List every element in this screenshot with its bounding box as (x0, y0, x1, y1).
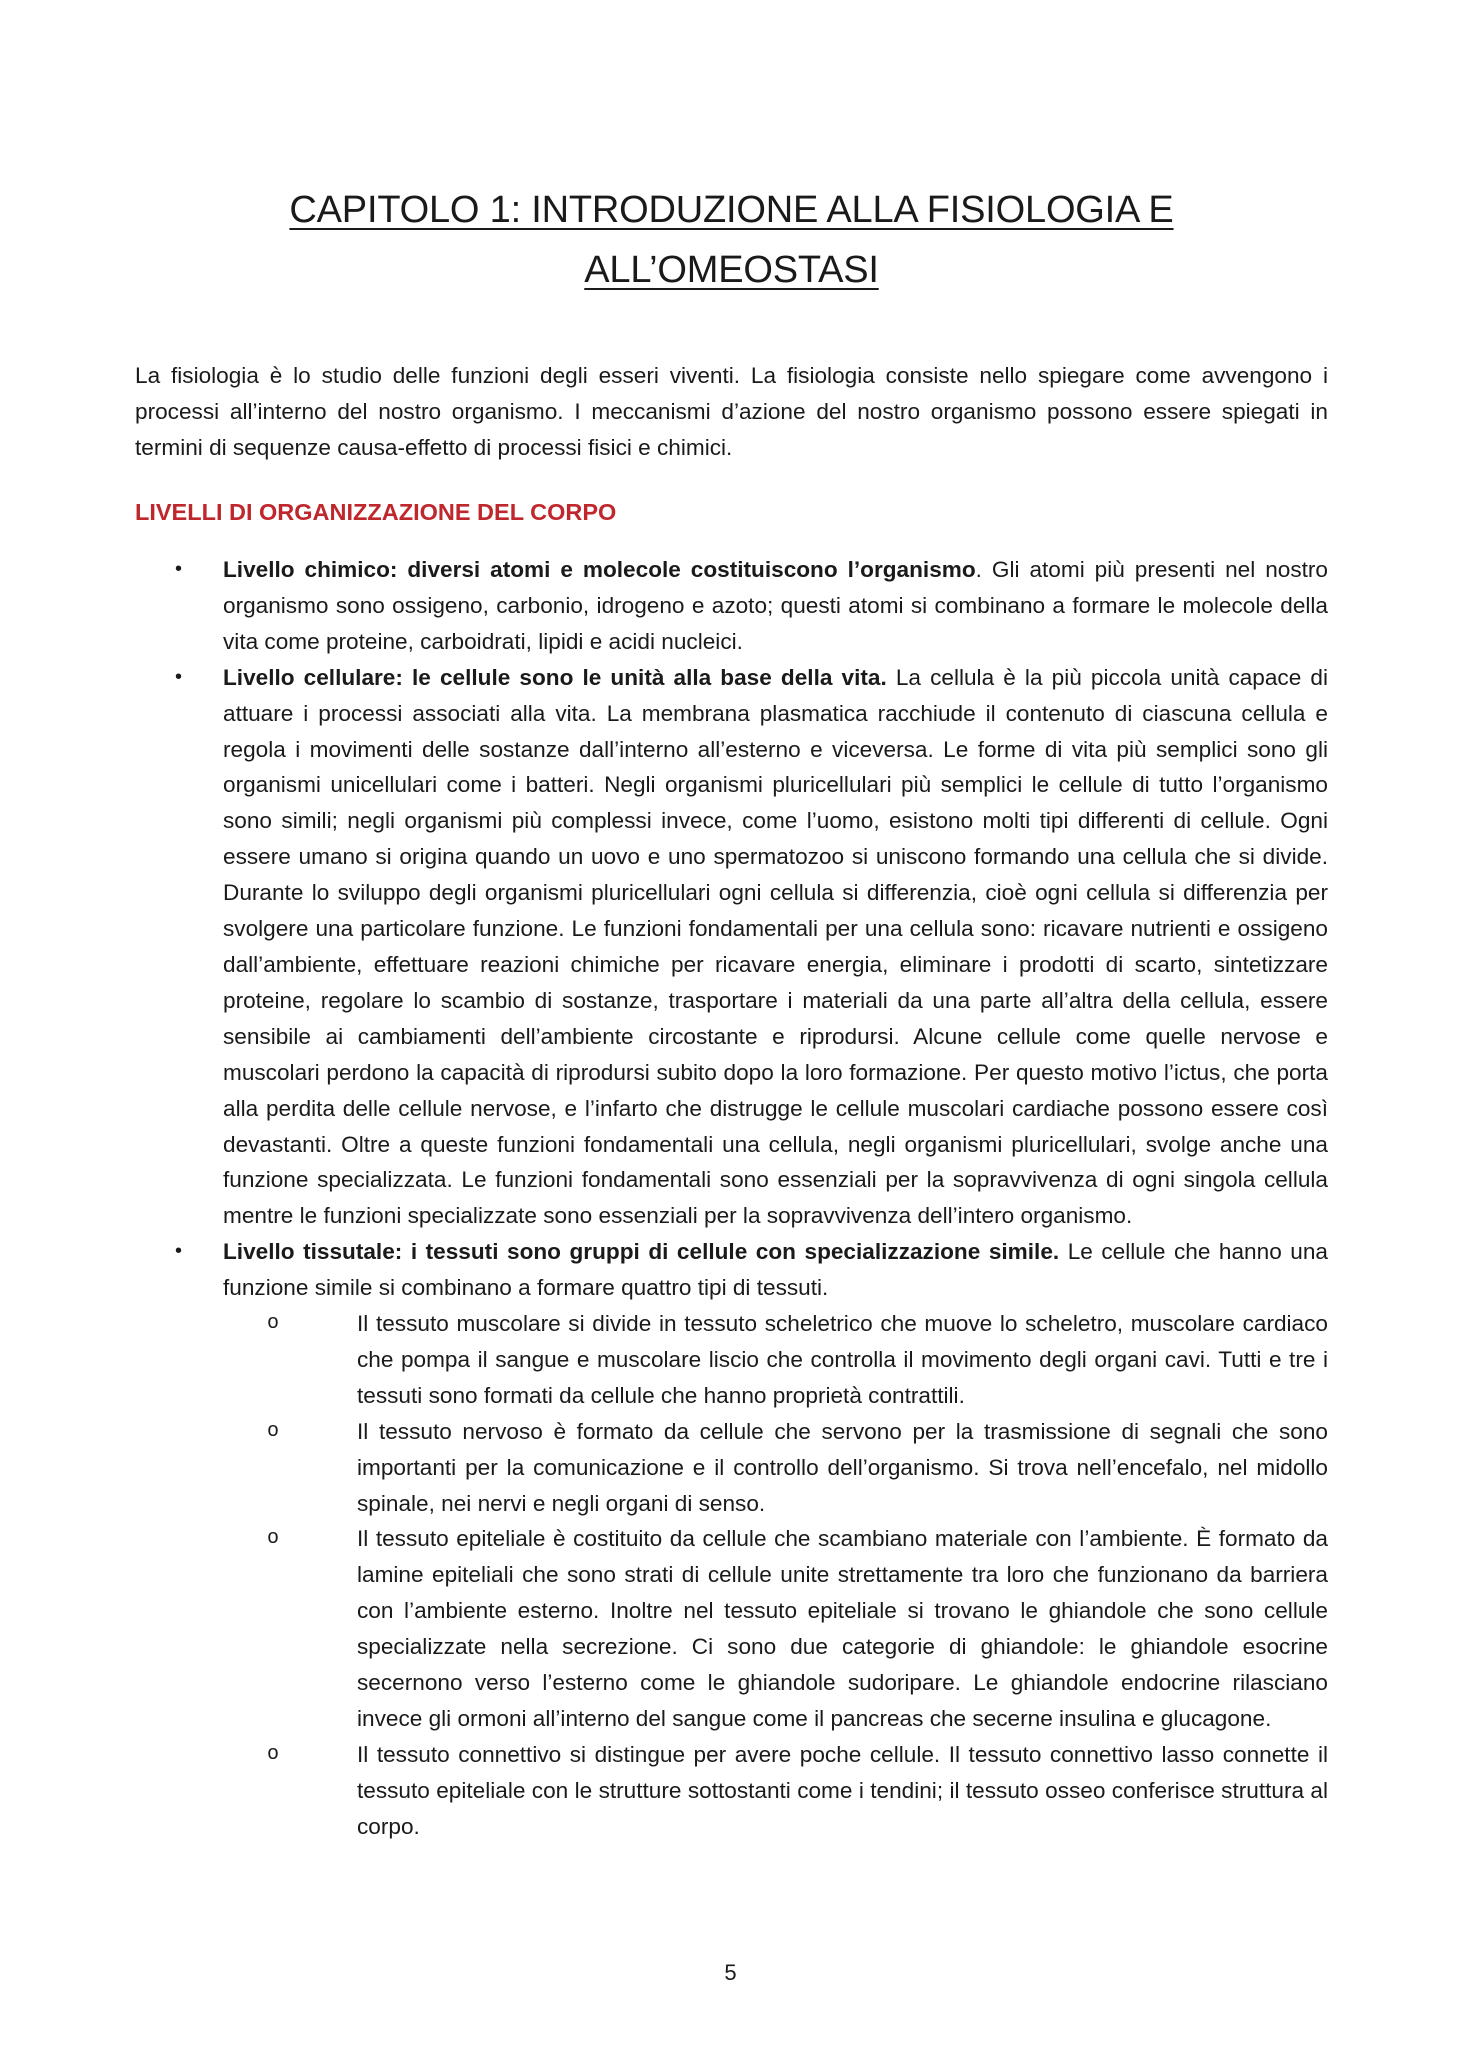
list-item-tissue-level (135, 1234, 1328, 1844)
list-item-lead: Livello tissutale: i tessuti sono gruppi di cellule con specializzazione simile. (223, 1239, 1060, 1265)
list-item-lead: Livello cellulare: le cellule sono le unità alla base della vita. (223, 664, 887, 690)
sub-item-connective-tissue (135, 1737, 1328, 1845)
sub-item-text: Il tessuto nervoso è formato da cellule che servono per la trasmissione di segnali che sono importanti per la comunicazione e il controllo dell’organismo. Si trova nell’encefalo, nel midollo spinale, nei nervi e negli organi di senso. (357, 1418, 1328, 1516)
list-item-chemical-level (135, 552, 1328, 660)
list-item-text: Le cellule che hanno una funzione simile si combinano a formare quattro tipi di tessuti. (223, 1239, 1328, 1301)
sub-item-text: Il tessuto muscolare si divide in tessuto scheletrico che muove lo scheletro, muscolare cardiaco che pompa il sangue e muscolare liscio che controlla il movimento degli organi cavi. Tutti e tre i tessuti sono formati da cellule che hanno proprietà contrattili. (357, 1311, 1328, 1408)
circle-bullet-icon: o (267, 1527, 280, 1551)
circle-bullet-icon: o (267, 1742, 280, 1766)
sub-item-text: Il tessuto epiteliale è costituito da cellule che scambiano materiale con l’ambiente. È formato da lamine epiteliali che sono strati di cellule unite strettamente tra loro che funzionano da barriera con l’ambiente esterno. Inoltre nel tessuto epiteliale si trovano le ghiandole che sono cellule specializzate nella secrezione. Ci sono due categorie di ghiandole: le ghiandole esocrine secernono verso l’esterno come le ghiandole sudoripare. Le ghiandole endocrine rilasciano invece gli ormoni all’interno del sangue come il pancreas che secerne insulina e glucagone. (357, 1526, 1328, 1731)
sub-item-epithelial-tissue (135, 1521, 1328, 1736)
bullet-icon: • (175, 665, 183, 688)
sub-item-nervous-tissue (135, 1414, 1328, 1522)
bullet-icon: • (175, 1240, 183, 1263)
intro-paragraph: La fisiologia è lo studio delle funzioni degli esseri viventi. La fisiologia consiste nello spiegare come avvengono i processi all’interno del nostro organismo. I meccanismi d’azione del nostro organismo possono essere spiegati in termini di sequenze causa-effetto di processi fisici e chimici. (135, 363, 1328, 460)
levels-list (135, 552, 1328, 1845)
page-number: 5 (724, 1960, 737, 1985)
list-item-lead: Livello chimico: diversi atomi e molecole costituiscono l’organismo (223, 557, 976, 582)
sub-item-text: Il tessuto connettivo si distingue per avere poche cellule. Il tessuto connettivo lasso connette il tessuto epiteliale con le strutture sottostanti come i tendini; il tessuto osseo conferisce struttura al corpo. (357, 1741, 1328, 1839)
chapter-title (135, 180, 1328, 300)
list-item-cellular-level (135, 660, 1328, 1235)
circle-bullet-icon: o (267, 1312, 280, 1336)
sub-item-muscle-tissue (135, 1306, 1328, 1414)
section-heading: LIVELLI DI ORGANIZZAZIONE DEL CORPO (135, 499, 617, 525)
list-item-text: . Gli atomi più presenti nel nostro organismo sono ossigeno, carbonio, idrogeno e azoto; questi atomi si combinano a formare le molecole della vita come proteine, carboidrati, lipidi e acidi nucleici. (223, 557, 1328, 654)
chapter-title-line-2: ALL’OMEOSTASI (584, 249, 879, 291)
bullet-icon: • (175, 558, 183, 580)
list-item-text: La cellula è la più piccola unità capace di attuare i processi associati alla vita. La membrana plasmatica racchiude il contenuto di ciascuna cellula e regola i movimenti delle sostanze dall’interno all’esterno e viceversa. Le forme di vita più semplici sono gli organismi unicellulari come i batteri. Negli organismi pluricellulari più semplici le cellule di tutto l’organismo sono simili; negli organismi più complessi invece, come l’uomo, esistono molti tipi differenti di cellule. Ogni essere umano si origina quando un uovo e uno spermatozoo si uniscono formando una cellula che si divide. Durante lo sviluppo degli organismi pluricellulari ogni cellula si differenzia, cioè ogni cellula si differenzia per svolgere una particolare funzione. Le funzioni fondamentali per una cellula sono: ricavare nutrienti e ossigeno dall’ambiente, effettuare reazioni chimiche per ricavare energia, eliminare i prodotti di scarto, sintetizzare proteine, regolare lo scambio di sostanze, trasportare i materiali da una parte all’altra della cellula, essere sensibile ai cambiamenti dell’ambiente circostante e riprodursi. Alcune cellule come quelle nervose e muscolari perdono la capacità di riprodursi subito dopo la loro formazione. Per questo motivo l’ictus, che porta alla perdita delle cellule nervose, e l’infarto che distrugge le cellule muscolari cardiache possono essere così devastanti. Oltre a queste funzioni fondamentali una cellula, negli organismi pluricellulari, svolge anche una funzione specializzata. Le funzioni fondamentali sono essenziali per la sopravvivenza di ogni singola cellula mentre le funzioni specializzate sono essenziali per la sopravvivenza dell’intero organismo. (223, 664, 1328, 1229)
chapter-title-line-1: CAPITOLO 1: INTRODUZIONE ALLA FISIOLOGIA E (289, 189, 1174, 231)
circle-bullet-icon: o (267, 1419, 280, 1443)
tissue-types-list (223, 1306, 1328, 1845)
